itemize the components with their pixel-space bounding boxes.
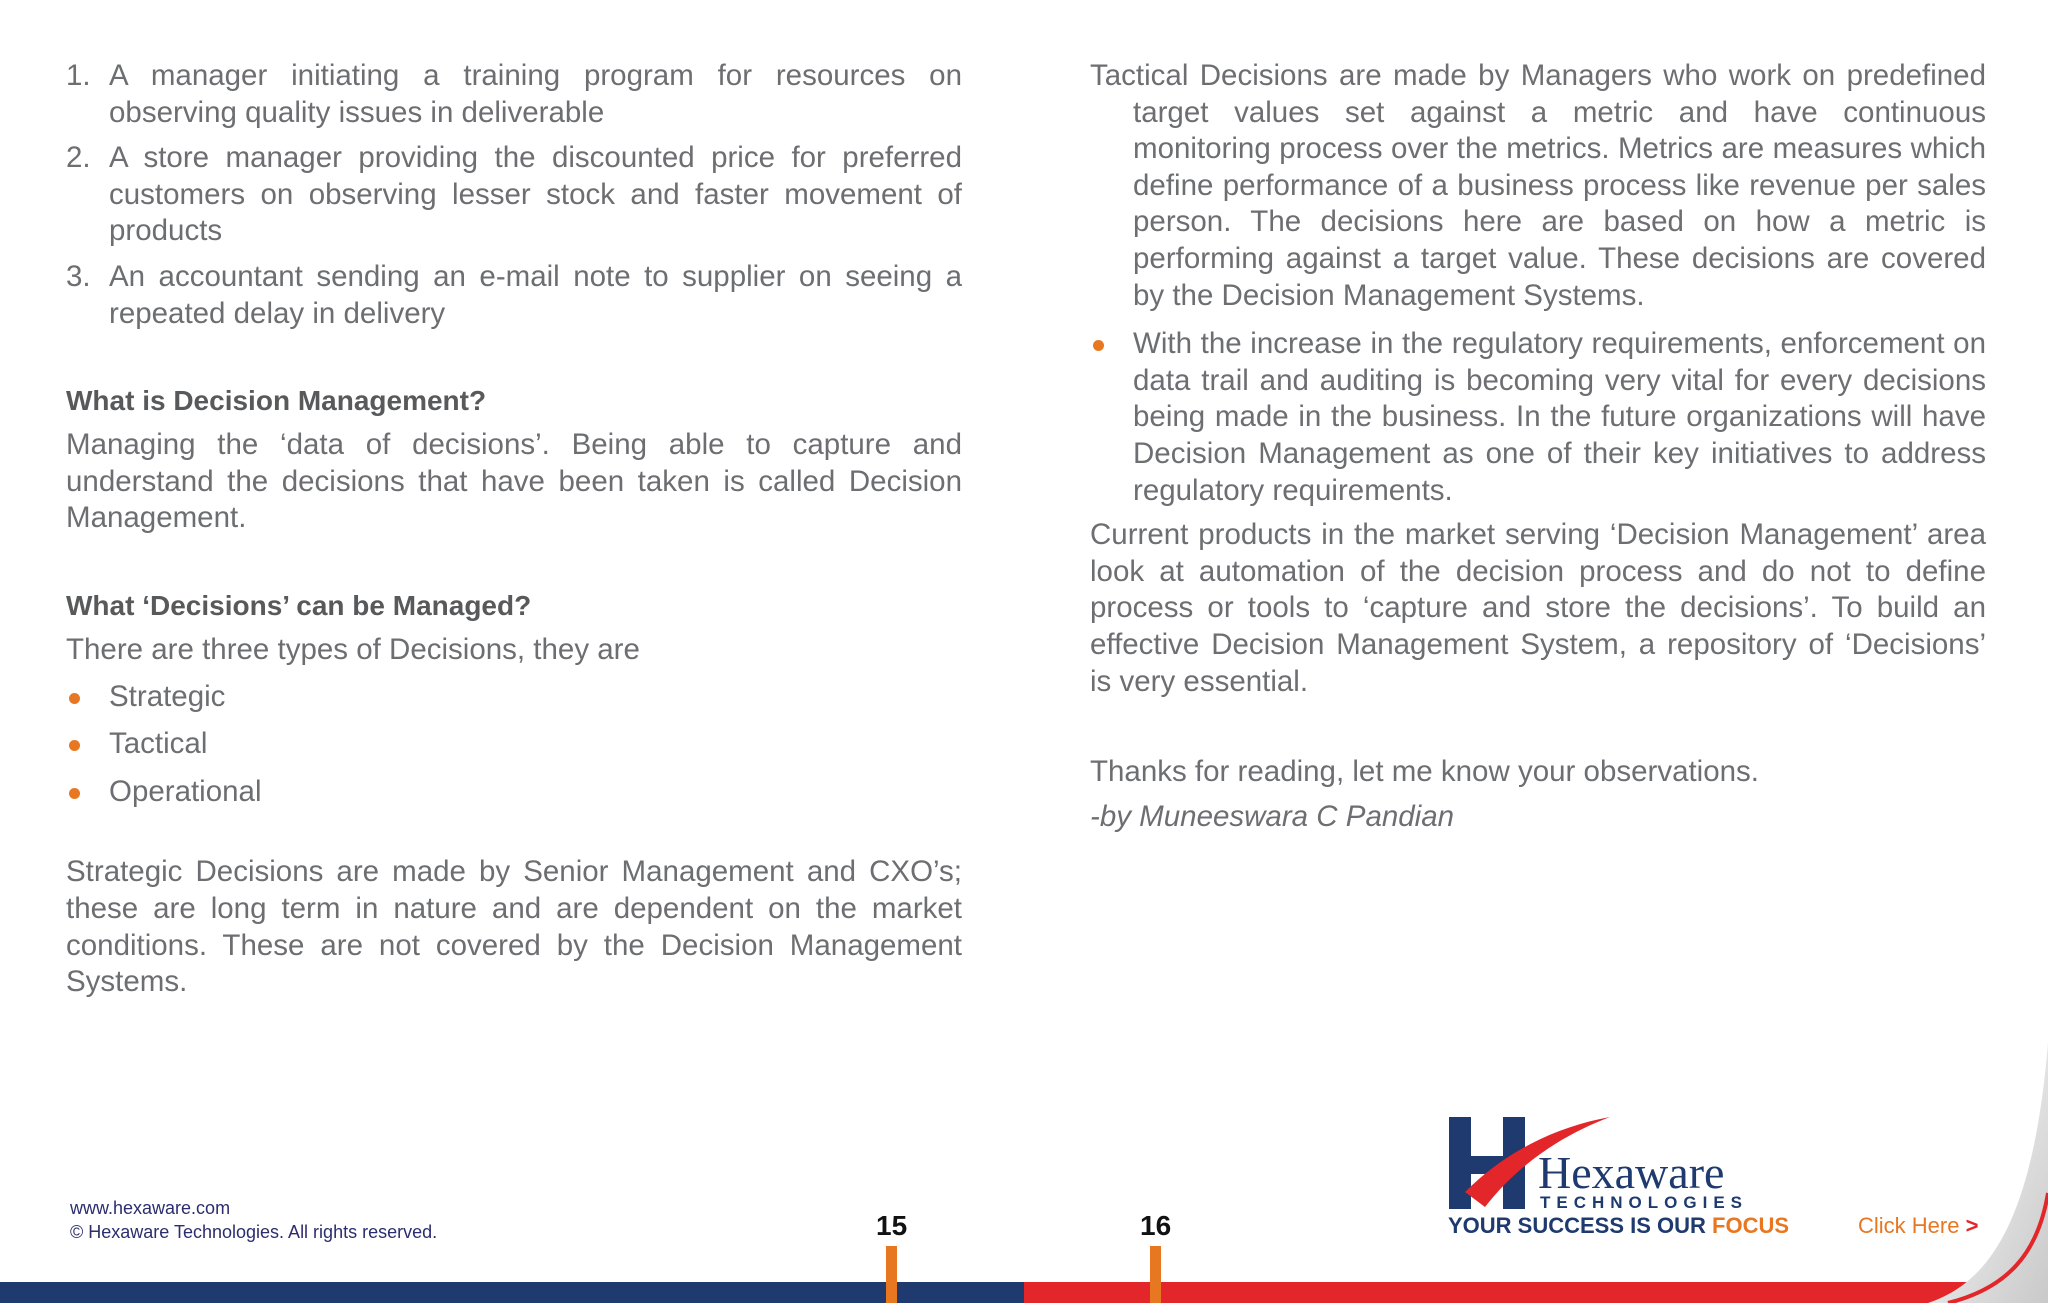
paragraph-tactical: Tactical Decisions are made by Managers who work on predefined target values set against a metric and have continuous monitoring process over the metrics. Metrics are measures which define performance of a business process like revenue per sales person. The decisions here are based on how a metric is performing against a target value. These decisions are covered by the Decision Management Systems.: [1090, 59, 1986, 312]
heading-what-is-decision-management: What is Decision Management?: [66, 385, 487, 417]
copyright: © Hexaware Technologies. All rights reserved.: [70, 1222, 438, 1242]
paragraph-strategic: Strategic Decisions are made by Senior Management and CXO’s; these are long term in nature and are dependent on the market conditions. These are not covered by the Decision Management Systems.: [66, 855, 962, 999]
footer-bar-red: [1024, 1282, 2048, 1303]
heading-decisions-managed: What ‘Decisions’ can be Managed?: [66, 589, 532, 621]
thanks-note: Thanks for reading, let me know your observations.: [1090, 755, 1759, 789]
logo-name: Hexaware: [1538, 1147, 1725, 1198]
page-curl-icon[interactable]: [1908, 1043, 2048, 1303]
paragraph-decision-management: Managing the ‘data of decisions’. Being able to capture and understand the decisions that have been taken is called Decision Management.: [66, 428, 962, 535]
bullet-icon: [69, 740, 80, 751]
list-item: 3. An accountant sending an e-mail note to supplier on seeing a repeated delay in delivery: [66, 259, 962, 330]
list-item: [1090, 326, 1986, 509]
right-column: [1090, 58, 1986, 835]
page-marker-left: [886, 1246, 897, 1303]
list-item: Operational: [66, 774, 962, 811]
bullet-icon: [1093, 340, 1104, 351]
logo-tagline: YOUR SUCCESS IS OUR FOCUS: [1448, 1213, 1790, 1238]
list-item: 2. A store manager providing the discounted price for preferred customers on observing lesser stock and faster movement of products: [66, 141, 962, 248]
paragraph-regulatory: With the increase in the regulatory requirements, enforcement on data trail and auditing is becoming very vital for every decisions being made in the business. In the future organizations will have Decision Management as one of their key initiatives to address regulatory requirements.: [1133, 327, 1986, 507]
list-item: 1. A manager initiating a training program for resources on observing quality issues in deliverable: [66, 59, 962, 129]
paragraph-current-products: Current products in the market serving ‘Decision Management’ area look at automation of the decision process and do not to define process or tools to ‘capture and store the decisions’. To build an effective Decision Management System, a repository of ‘Decisions’ is very essential.: [1090, 518, 1986, 698]
logo-subtitle: TECHNOLOGIES: [1540, 1193, 1749, 1212]
page-number-right: 16: [1140, 1210, 1172, 1241]
page-marker-right: [1150, 1246, 1161, 1303]
bullet-icon: [69, 788, 80, 799]
website-link[interactable]: www.hexaware.com: [70, 1198, 231, 1218]
footer-info: [70, 1196, 437, 1244]
list-item: Tactical: [66, 726, 962, 763]
left-column: [66, 58, 962, 1001]
click-here-button[interactable]: Click Here >: [1858, 1213, 1979, 1238]
list-item: Strategic: [66, 679, 962, 716]
byline: -by Muneeswara C Pandian: [1090, 799, 1455, 833]
types-intro: There are three types of Decisions, they are: [66, 632, 640, 666]
decision-types-list: [66, 679, 962, 811]
arrow-right-icon: >: [1965, 1213, 1979, 1238]
page-number-left: 15: [876, 1210, 908, 1241]
footer-bar-blue: [0, 1282, 1024, 1303]
bullet-icon: [69, 693, 80, 704]
examples-list: [66, 58, 962, 332]
